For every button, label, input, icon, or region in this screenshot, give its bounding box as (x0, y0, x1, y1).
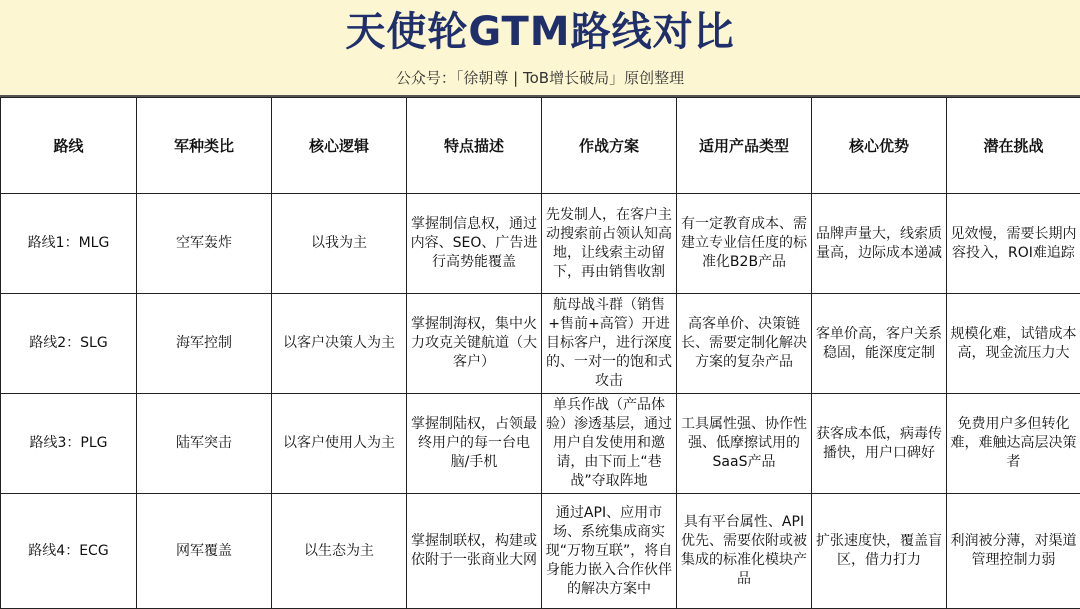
cell-military-analogy: 网军覆盖 (137, 494, 272, 609)
column-header: 核心逻辑 (272, 98, 407, 194)
cell-military-analogy: 空军轰炸 (137, 194, 272, 294)
column-header: 适用产品类型 (677, 98, 812, 194)
cell-product-type: 工具属性强、协作性强、低摩擦试用的SaaS产品 (677, 394, 812, 494)
cell-challenges: 免费用户多但转化难，难触达高层决策者 (947, 394, 1080, 494)
cell-battle-plan: 先发制人，在客户主动搜索前占领认知高地，让线索主动留下，再由销售收割 (542, 194, 677, 294)
page-title: 天使轮GTM路线对比 (0, 4, 1080, 60)
column-header: 潜在挑战 (947, 98, 1080, 194)
gtm-comparison-table (0, 97, 1080, 609)
cell-route: 路线3：PLG (1, 394, 137, 494)
column-header: 作战方案 (542, 98, 677, 194)
cell-advantages: 获客成本低，病毒传播快，用户口碑好 (812, 394, 947, 494)
cell-route: 路线4：ECG (1, 494, 137, 609)
cell-battle-plan: 通过API、应用市场、系统集成商实现“万物互联”，将自身能力嵌入合作伙伴的解决方案中 (542, 494, 677, 609)
table-row (1, 294, 1080, 394)
cell-challenges: 见效慢，需要长期内容投入，ROI难追踪 (947, 194, 1080, 294)
page-subtitle: 公众号：「徐朝尊 | ToB增长破局」原创整理 (0, 66, 1080, 90)
cell-features: 掌握制信息权，通过内容、SEO、广告进行高势能覆盖 (407, 194, 542, 294)
header-banner (0, 0, 1080, 97)
cell-core-logic: 以生态为主 (272, 494, 407, 609)
column-header: 军种类比 (137, 98, 272, 194)
cell-battle-plan: 航母战斗群（销售+售前+高管）开进目标客户，进行深度的、一对一的饱和式攻击 (542, 294, 677, 394)
table-row (1, 194, 1080, 294)
cell-product-type: 有一定教育成本、需建立专业信任度的标准化B2B产品 (677, 194, 812, 294)
cell-core-logic: 以我为主 (272, 194, 407, 294)
cell-challenges: 规模化难，试错成本高，现金流压力大 (947, 294, 1080, 394)
cell-advantages: 扩张速度快，覆盖盲区，借力打力 (812, 494, 947, 609)
cell-core-logic: 以客户决策人为主 (272, 294, 407, 394)
table-row (1, 494, 1080, 609)
column-header: 路线 (1, 98, 137, 194)
cell-military-analogy: 陆军突击 (137, 394, 272, 494)
cell-product-type: 高客单价、决策链长、需要定制化解决方案的复杂产品 (677, 294, 812, 394)
column-header: 核心优势 (812, 98, 947, 194)
cell-battle-plan: 单兵作战（产品体验）渗透基层，通过用户自发使用和邀请，由下而上“巷战”夺取阵地 (542, 394, 677, 494)
cell-advantages: 品牌声量大，线索质量高，边际成本递减 (812, 194, 947, 294)
cell-route: 路线1：MLG (1, 194, 137, 294)
cell-features: 掌握制联权，构建或依附于一张商业大网 (407, 494, 542, 609)
cell-advantages: 客单价高，客户关系稳固，能深度定制 (812, 294, 947, 394)
cell-core-logic: 以客户使用人为主 (272, 394, 407, 494)
cell-challenges: 利润被分薄，对渠道管理控制力弱 (947, 494, 1080, 609)
table-row (1, 394, 1080, 494)
table-header-row (1, 98, 1080, 194)
cell-product-type: 具有平台属性、API优先、需要依附或被集成的标准化模块产品 (677, 494, 812, 609)
cell-route: 路线2：SLG (1, 294, 137, 394)
cell-military-analogy: 海军控制 (137, 294, 272, 394)
cell-features: 掌握制陆权，占领最终用户的每一台电脑/手机 (407, 394, 542, 494)
cell-features: 掌握制海权，集中火力攻克关键航道（大客户） (407, 294, 542, 394)
column-header: 特点描述 (407, 98, 542, 194)
